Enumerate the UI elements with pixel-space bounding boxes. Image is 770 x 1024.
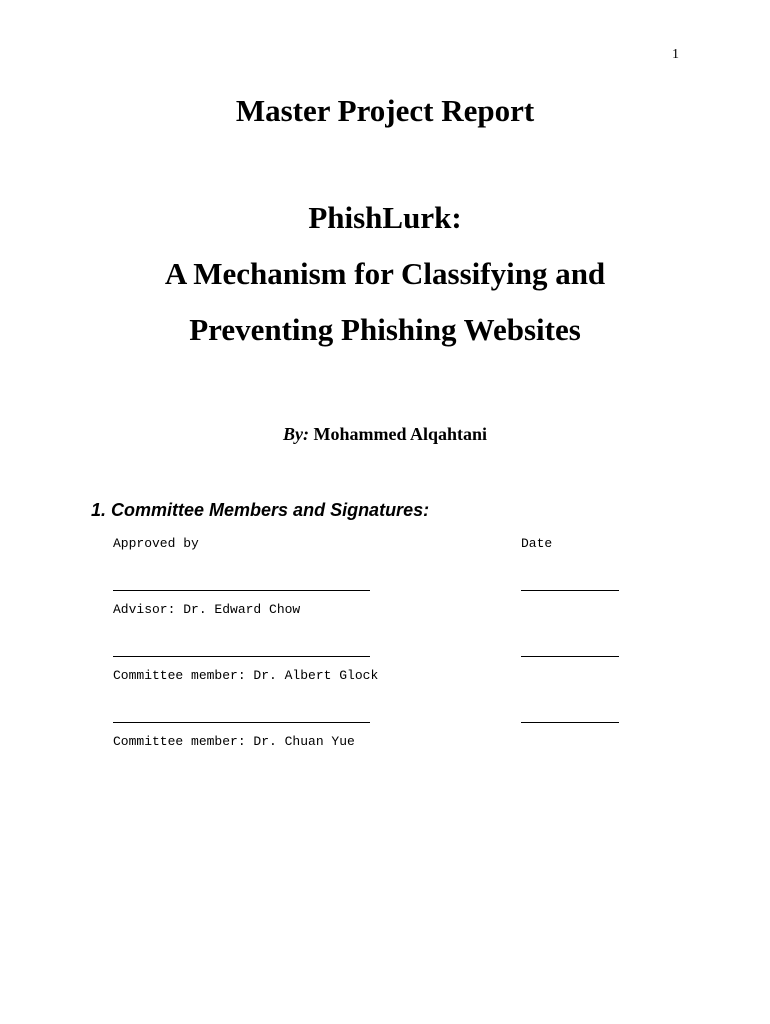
signature-line — [113, 722, 370, 723]
committee-member-label: Committee member: Dr. Albert Glock — [113, 668, 379, 683]
author-name: Mohammed Alqahtani — [313, 424, 488, 444]
approved-by-label: Approved by — [113, 536, 199, 551]
date-line — [521, 656, 619, 657]
signature-line — [113, 656, 370, 657]
date-label: Date — [521, 536, 553, 551]
committee-heading: 1. Committee Members and Signatures: — [91, 500, 430, 520]
project-title-line-1: PhishLurk: — [308, 200, 462, 235]
project-title-line-2: A Mechanism for Classifying and — [164, 256, 606, 291]
by-label: By: — [282, 424, 309, 444]
author-line — [0, 424, 770, 445]
advisor-label: Advisor: Dr. Edward Chow — [113, 602, 301, 617]
date-line — [521, 722, 619, 723]
report-title: Master Project Report — [235, 93, 535, 128]
committee-member-label: Committee member: Dr. Chuan Yue — [113, 734, 355, 749]
date-line — [521, 590, 619, 591]
project-title-line-3: Preventing Phishing Websites — [189, 312, 581, 347]
signature-line — [113, 590, 370, 591]
page-number: 1 — [672, 47, 679, 62]
